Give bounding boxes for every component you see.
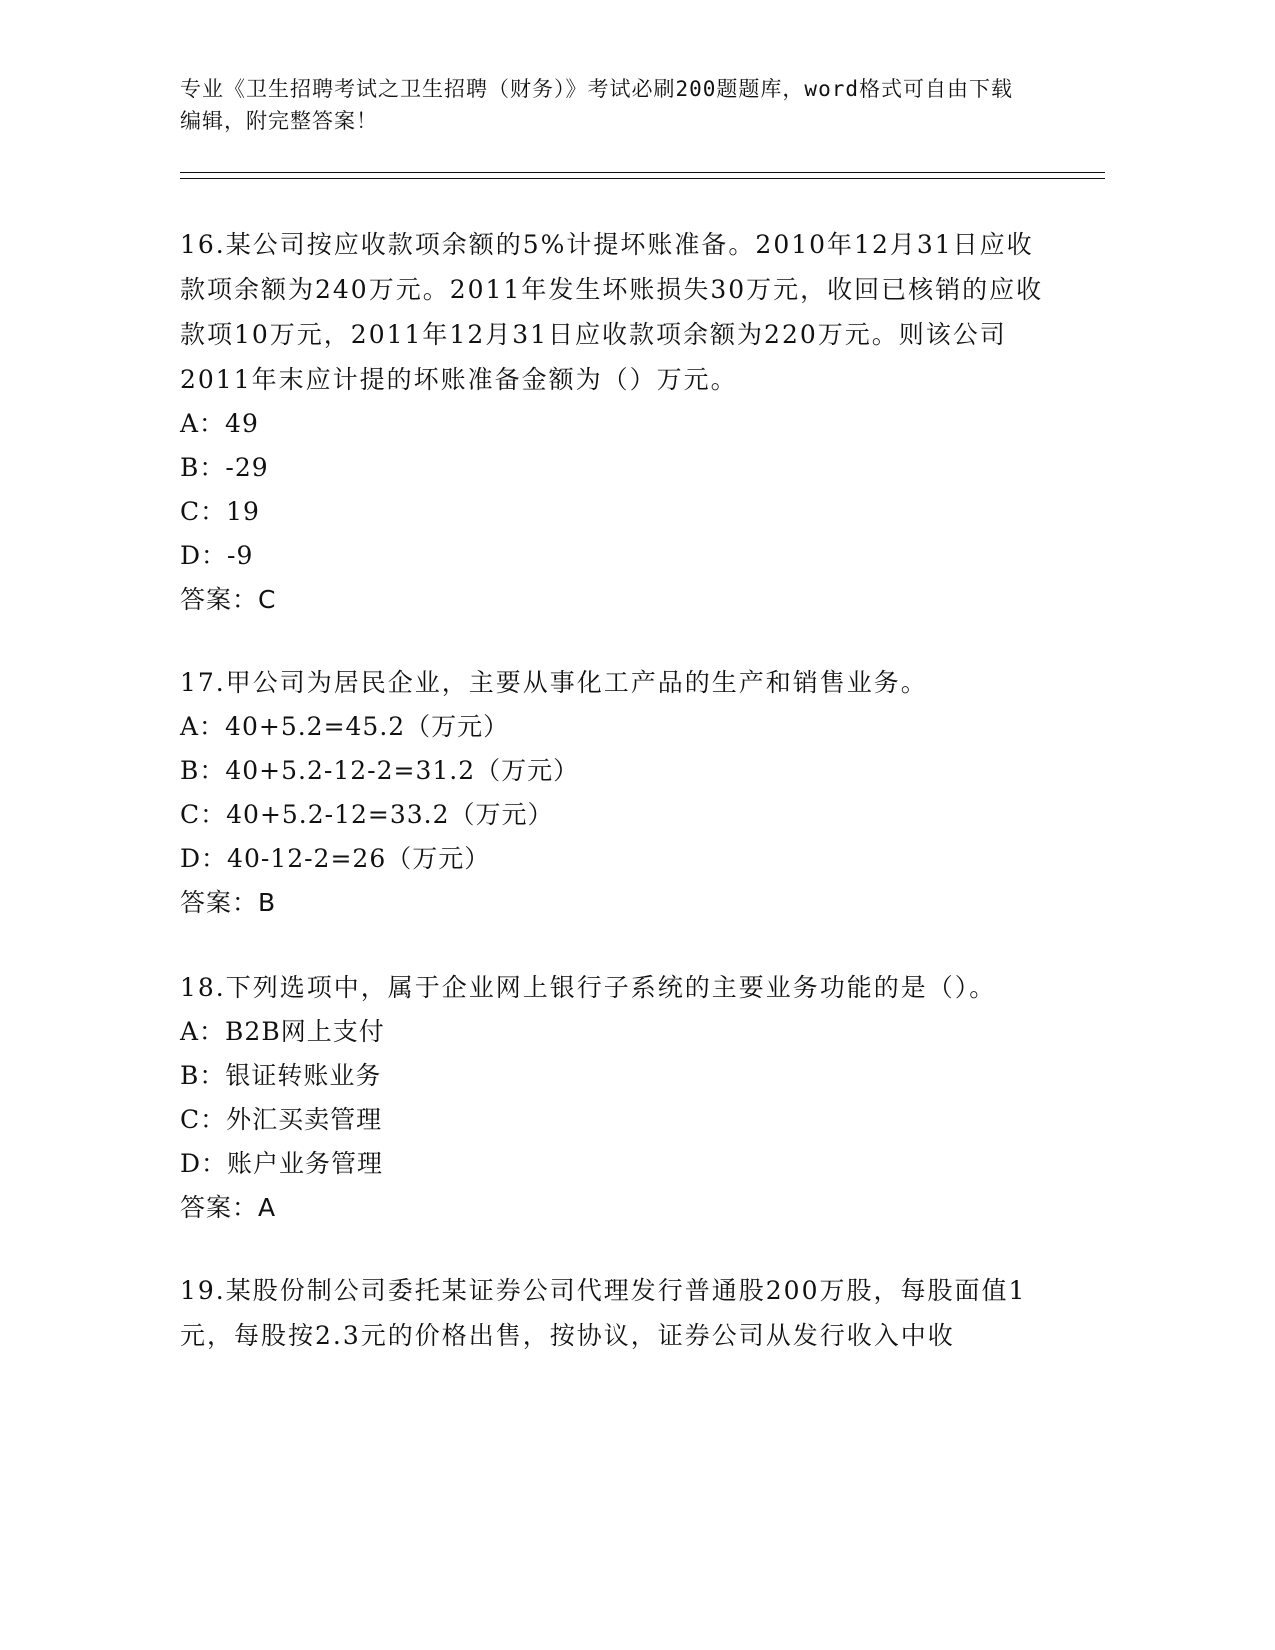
- option-d: D：账户业务管理: [180, 1149, 384, 1178]
- option-a: A：49: [180, 409, 259, 438]
- option-b: B：-29: [180, 453, 269, 482]
- question-stem: 17.甲公司为居民企业，主要从事化工产品的生产和销售业务。: [180, 668, 928, 697]
- option-b: B：银证转账业务: [180, 1061, 382, 1090]
- question-16: [180, 222, 1050, 622]
- question-18: [180, 965, 1050, 1230]
- question-stem: 18.下列选项中，属于企业网上银行子系统的主要业务功能的是（）。: [180, 973, 997, 1002]
- answer: 答案：A: [180, 1193, 277, 1222]
- question-stem: 16.某公司按应收款项余额的5%计提坏账准备。2010年12月31日应收款项余额为240万元。2011年发生坏账损失30万元，收回已核销的应收款项10万元，2011年12月31日应收款项余额为220万元。则该公司2011年末应计提的坏账准备金额为（）万元。: [180, 230, 1044, 394]
- answer: 答案：B: [180, 888, 277, 917]
- question-19: [180, 1268, 1050, 1358]
- option-a: A：B2B网上支付: [180, 1017, 385, 1046]
- question-17: [180, 660, 1050, 925]
- option-c: C：外汇买卖管理: [180, 1105, 383, 1134]
- option-d: D：40-12-2=26（万元）: [180, 844, 491, 873]
- option-d: D：-9: [180, 541, 254, 570]
- option-b: B：40+5.2-12-2=31.2（万元）: [180, 756, 580, 785]
- document-page: [180, 0, 1105, 1650]
- option-a: A：40+5.2=45.2（万元）: [180, 712, 510, 741]
- document-header: 专业《卫生招聘考试之卫生招聘（财务）》考试必刷200题题库，word格式可自由下载编辑，附完整答案！: [180, 77, 1013, 133]
- option-c: C：19: [180, 497, 260, 526]
- header-divider-bottom: [180, 178, 1105, 179]
- option-c: C：40+5.2-12=33.2（万元）: [180, 800, 554, 829]
- header-divider-top: [180, 172, 1105, 173]
- question-stem: 19.某股份制公司委托某证券公司代理发行普通股200万股，每股面值1元，每股按2.3元的价格出售，按协议，证券公司从发行收入中收: [180, 1276, 1027, 1350]
- answer: 答案：C: [180, 585, 277, 614]
